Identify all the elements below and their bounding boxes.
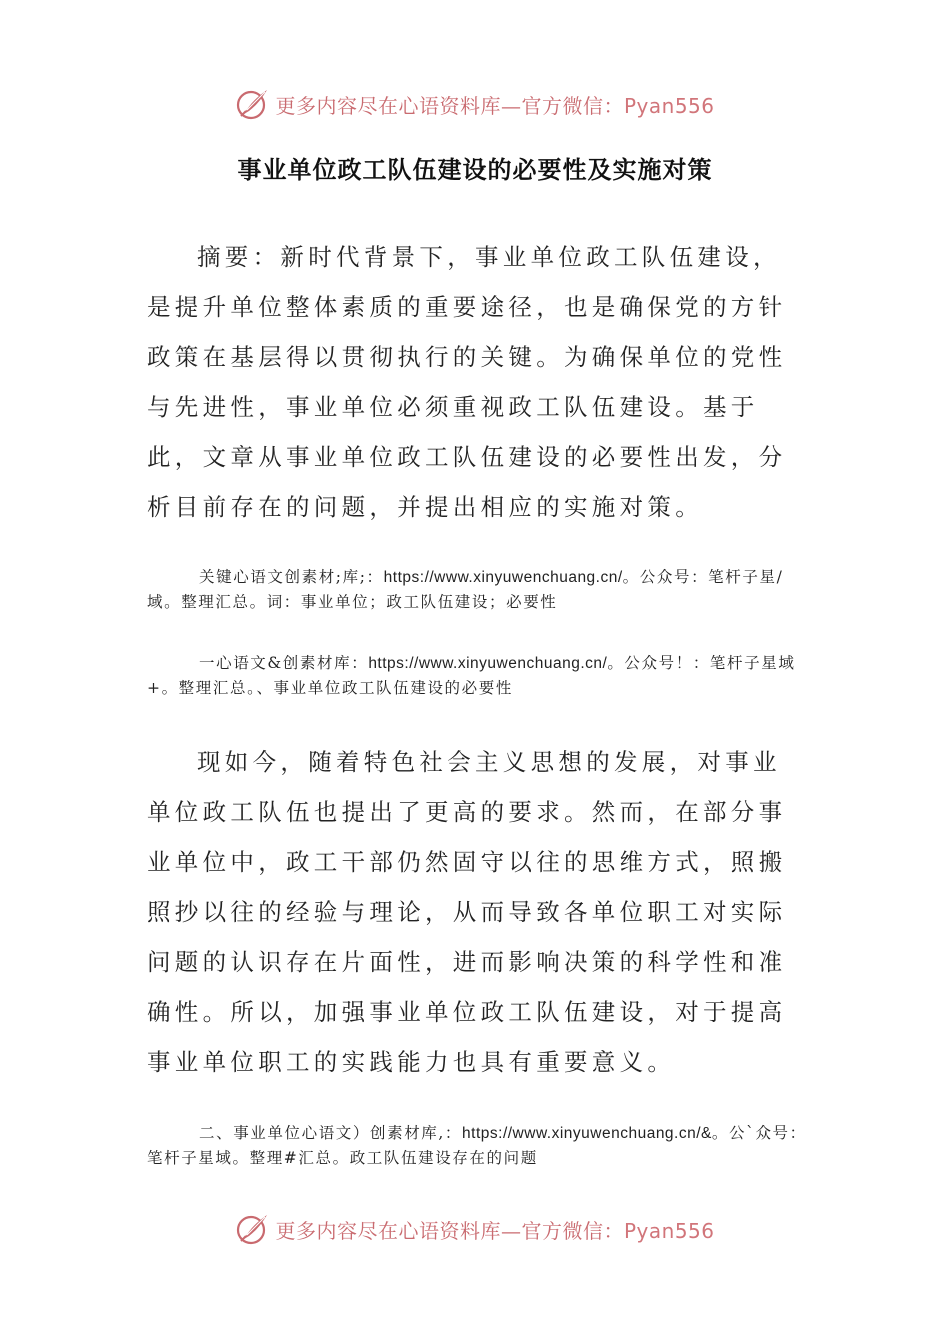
banner-text: 更多内容尽在心语资料库—官方微信：Pyan556: [275, 93, 715, 118]
keywords-url: https://www.xinyuwenchuang.cn/: [383, 569, 623, 586]
abstract-paragraph: 摘要：新时代背景下，事业单位政工队伍建设，是提升单位整体素质的重要途径，也是确保党的方针政策在基层得以贯彻执行的关键。为确保单位的党性与先进性，事业单位必须重视政工队伍建设。基于此，文章从事业单位政工队伍建设的必要性出发，分析目前存在的问题，并提出相应的实施对策。: [147, 243, 787, 521]
section-1-heading: 一心语文&创素材库：https://www.xinyuwenchuang.cn/。公众号！：笔杆子星域+。整理汇总。、事业单位政工队伍建设的必要性: [147, 654, 796, 697]
quill-pen-logo-icon: [235, 86, 271, 122]
section-1-url: https://www.xinyuwenchuang.cn/: [368, 655, 608, 672]
banner-text: 更多内容尽在心语资料库—官方微信：Pyan556: [275, 1218, 715, 1243]
header-watermark-banner: [0, 82, 950, 126]
section-1-paragraph: 现如今，随着特色社会主义思想的发展，对事业单位政工队伍也提出了更高的要求。然而，在部分事业单位中，政工干部仍然固守以往的思维方式，照搬照抄以往的经验与理论，从而导致各单位职工对实际问题的认识存在片面性，进而影响决策的科学性和准确性。所以，加强事业单位政工队伍建设，对于提高事业单位职工的实践能力也具有重要意义。: [147, 748, 787, 1076]
wechat-id: Pyan556: [623, 1218, 715, 1243]
section-2-heading: 二、事业单位心语文）创素材库,：https://www.xinyuwenchuang.cn/&。公`众号：笔杆子星域。整理#汇总。政工队伍建设存在的问题: [147, 1124, 807, 1167]
keywords-line: 关键心语文创素材;库;：https://www.xinyuwenchuang.cn/。公众号：笔杆子星/域。整理汇总。词：事业单位；政工队伍建设；必要性: [147, 568, 784, 611]
footer-watermark-banner: [0, 1207, 950, 1251]
wechat-id: Pyan556: [623, 93, 715, 118]
document-title: 事业单位政工队伍建设的必要性及实施对策: [237, 155, 713, 184]
quill-pen-logo-icon: [235, 1211, 271, 1247]
section-2-url: https://www.xinyuwenchuang.cn/&: [462, 1125, 712, 1142]
